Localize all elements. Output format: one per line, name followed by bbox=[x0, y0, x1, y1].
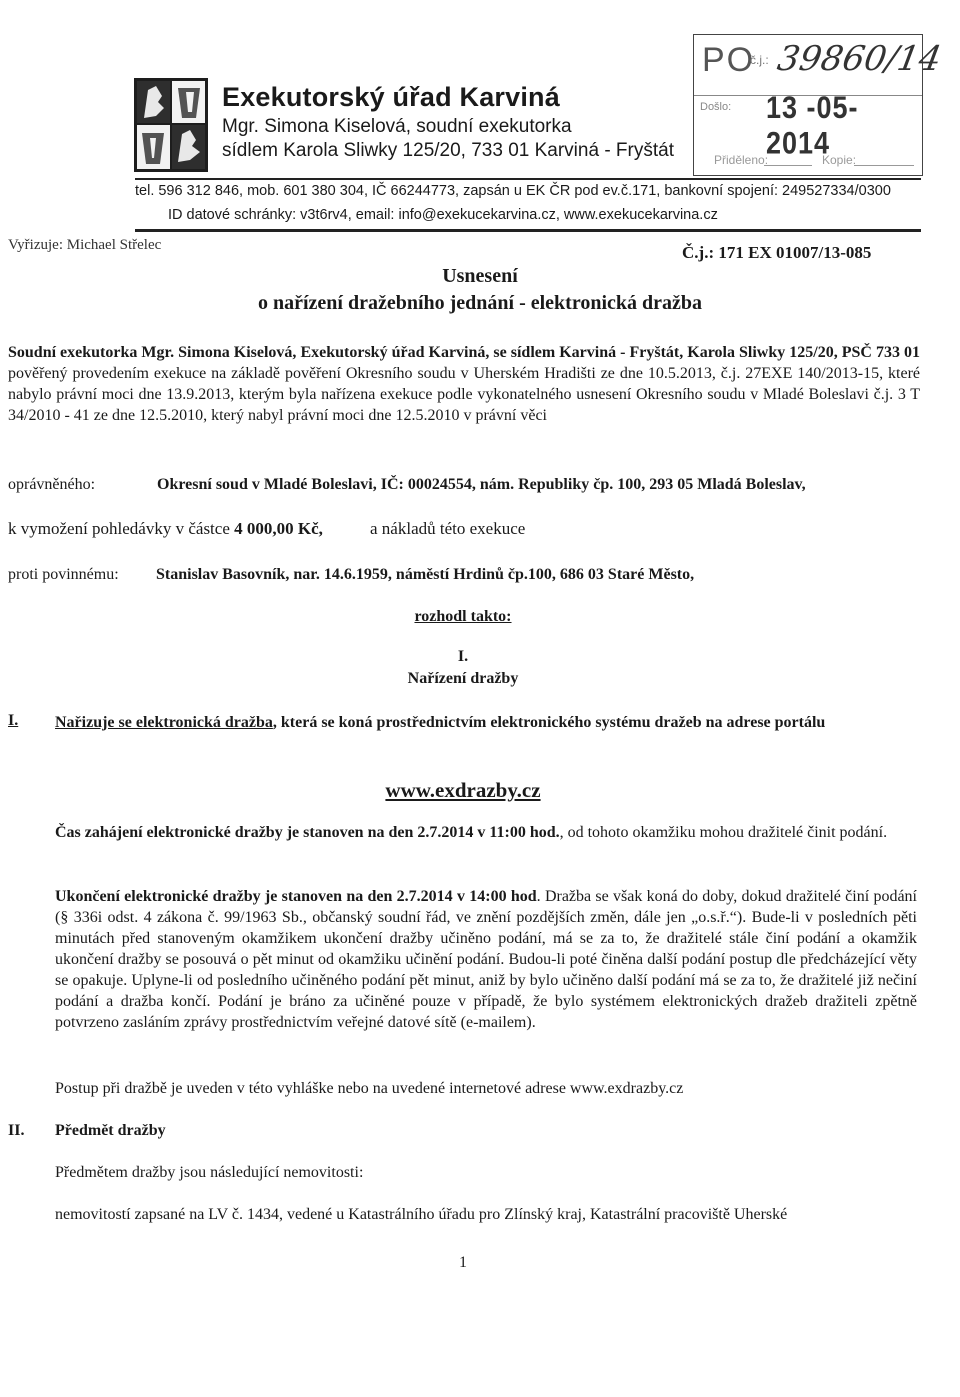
intro-lead: Soudní exekutorka Mgr. Simona Kiselová, Exekutorský úřad Karviná, se sídlem Karviná - Fryštát, Karola Sliwky 125/20, PSČ 733 01 bbox=[8, 344, 920, 361]
end-bold: Ukončení elektronické dražby je stanoven na den 2.7.2014 v 14:00 hod bbox=[55, 888, 537, 905]
section1-rest: , která se koná prostřednictvím elektronického systému dražeb na adrese portálu bbox=[272, 714, 826, 731]
page-number: 1 bbox=[459, 1254, 467, 1271]
stamp-date: 13 -05- 2014 bbox=[766, 90, 859, 161]
entitled-label: oprávněného: bbox=[8, 476, 96, 493]
address-line: sídlem Karola Sliwky 125/20, 733 01 Karviná - Fryštát bbox=[222, 140, 674, 161]
portal-url[interactable]: www.exdrazby.cz bbox=[385, 778, 541, 802]
registry-stamp bbox=[693, 34, 945, 176]
stamp-prideleno-label: Přiděleno: bbox=[714, 153, 769, 167]
decision-heading: rozhodl takto: bbox=[414, 608, 512, 625]
claim-prefix: k vymožení pohledávky v částce bbox=[8, 519, 230, 538]
header-rule-thick bbox=[135, 229, 921, 232]
executor-line: Mgr. Simona Kiselová, soudní exekutorka bbox=[222, 116, 572, 137]
stamp-handwritten-number: 39860/14 bbox=[774, 39, 945, 79]
entitled-value: Okresní soud v Mladé Boleslavi, IČ: 00024554, nám. Republiky čp. 100, 293 05 Mladá Boleslav, bbox=[157, 476, 806, 493]
subject-intro: Předmětem dražby jsou následující nemovitosti: bbox=[55, 1164, 364, 1181]
claim-line bbox=[8, 518, 323, 539]
start-rest: , od tohoto okamžiku mohou dražitelé činit podání. bbox=[559, 824, 888, 841]
stamp-cj-label: č.j.: bbox=[750, 53, 769, 67]
contact-line-2: ID datové schránky: v3t6rv4, email: info@exekucekarvina.cz, www.exekucekarvina.cz bbox=[168, 207, 718, 223]
stamp-doslo-label: Došlo: bbox=[700, 101, 732, 113]
case-number: Č.j.: 171 EX 01007/13-085 bbox=[682, 243, 872, 262]
end-rest: . Dražba se však koná do doby, dokud dražitelé činí podání (§ 336i odst. 4 zákona č. 99/1963 Sb., občanský soudní řád, ve znění pozdějších změn, dále jen „o.s.ř.“). Bude-li v posledních pěti minutách před stanoveným okamžikem ukončení dražby učiněno podání, má se za to, že dražitelé stále činí podání a okamžik ukončení dražby se posouvá o pět minut od okamžiku učinění podání. Budou-li poté činěna další podání postup dle předcházející věty se opakuje. Uplyne-li od posledního učiněného podání pět minut, aniž by bylo učiněno další podání má se za to, že dražitelé již nečiní podání a dražba končí. Podání je bráno za učiněné pouze v případě, že bylo systémem elektronických dražeb dražiteli zpětně potvrzeno zasláním zprávy prostřednictvím veřejné datové sítě (e-mailem). bbox=[55, 888, 917, 1031]
section1-underlined: Nařizuje se elektronická dražba bbox=[55, 714, 273, 731]
claim-amount: 4 000,00 Kč, bbox=[234, 519, 323, 538]
office-title: Exekutorský úřad Karviná bbox=[222, 82, 560, 112]
document-title: Usnesení bbox=[442, 265, 518, 287]
intro-paragraph bbox=[8, 342, 920, 426]
start-paragraph bbox=[55, 822, 920, 843]
property-line: nemovitostí zapsané na LV č. 1434, vedené u Katastrálního úřadu pro Zlínský kraj, Katastrální pracoviště Uherské bbox=[55, 1206, 788, 1223]
obligated-label: proti povinnému: bbox=[8, 566, 119, 583]
section2-number: II. bbox=[8, 1122, 25, 1139]
decision-section-title: Nařízení dražby bbox=[407, 670, 519, 687]
end-paragraph bbox=[55, 886, 917, 1033]
coat-of-arms-icon bbox=[134, 78, 208, 172]
section1-number: I. bbox=[8, 712, 19, 729]
decision-roman: I. bbox=[457, 648, 469, 665]
procedure-note: Postup při dražbě je uveden v této vyhláške nebo na uvedené internetové adrese www.exdrazby.cz bbox=[55, 1080, 684, 1097]
contact-line-1: tel. 596 312 846, mob. 601 380 304, IČ 66244773, zapsán u EK ČR pod ev.č.171, bankovní spojení: 249527334/0300 bbox=[135, 183, 891, 199]
start-bold: Čas zahájení elektronické dražby je stanoven na den 2.7.2014 v 11:00 hod. bbox=[55, 824, 560, 841]
header-rule bbox=[135, 178, 921, 180]
claim-suffix: a nákladů této exekuce bbox=[370, 519, 526, 538]
stamp-line bbox=[854, 165, 914, 166]
section1-paragraph bbox=[55, 712, 917, 733]
intro-rest: pověřený provedením exekuce na základě pověření Okresního soudu v Uherském Hradišti ze dne 10.5.2013, č.j. 27EXE 140/2013-15, které nabylo právní moci dne 13.9.2013, kterým byla nařízena exekuce podle vykonatelného usnesení Okresního soudu v Mladé Boleslavi č.j. 3 T 34/2010 - 41 ze dne 12.5.2010, který nabyl právní moci dne 12.5.2010 v právní věci bbox=[8, 365, 920, 424]
stamp-line bbox=[764, 165, 812, 166]
handled-by: Vyřizuje: Michael Střelec bbox=[8, 237, 162, 253]
obligated-value: Stanislav Basovník, nar. 14.6.1959, náměstí Hrdinů čp.100, 686 03 Staré Město, bbox=[156, 566, 695, 583]
stamp-po: PO bbox=[702, 41, 756, 79]
section2-title: Předmět dražby bbox=[55, 1122, 166, 1139]
stamp-kopie-label: Kopie: bbox=[822, 153, 857, 167]
document-subtitle: o nařízení dražebního jednání - elektronická dražba bbox=[257, 292, 703, 314]
